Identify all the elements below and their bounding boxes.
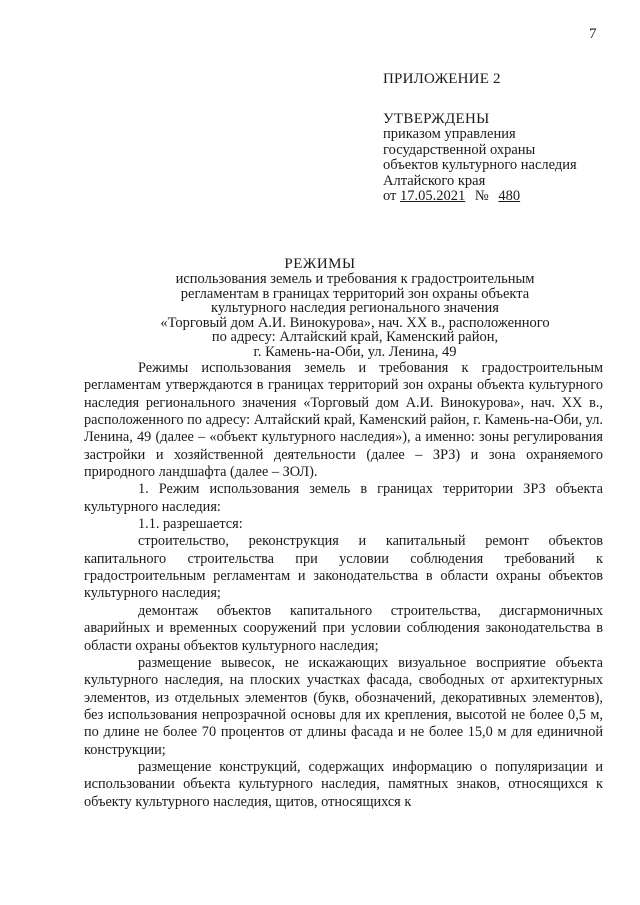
approval-line: государственной охраны xyxy=(383,141,536,158)
subtitle-line: использования земель и требования к градостроительным xyxy=(175,271,535,287)
approval-line: Алтайского края xyxy=(383,172,486,189)
body-paragraph: размещение вывесок, не искажающих визуальное восприятие объекта культурного наследия, на плоских участках фасада, свободных от архитектурных элементов, из отдельных элементов (букв, обозначений, декоративных элементов), без использования непрозрачной основы для их крепления, высотой не более 0,5 м, по длине не более 70 процентов от длины фасада и не более 15,0 м для единичной конструкции; xyxy=(84,654,603,758)
body-paragraph: размещение конструкций, содержащих информацию о популяризации и использовании объекта культурного наследия, памятных знаков, относящихся к объекту культурного наследия, щитов, относящихся к xyxy=(84,758,603,810)
order-date: 17.05.2021 xyxy=(400,188,466,204)
subtitle-line: культурного наследия регионального значения xyxy=(211,300,499,316)
body-paragraph: 1.1. разрешается: xyxy=(138,516,243,533)
order-prefix: от xyxy=(383,188,397,204)
subtitle-line: г. Камень-на-Оби, ул. Ленина, 49 xyxy=(253,343,457,360)
approval-line: объектов культурного наследия xyxy=(383,157,577,173)
body-paragraph: строительство, реконструкция и капитальный ремонт объектов капитального строительства при условии соблюдения требований к градостроительным регламентам и законодательства в области охраны объектов культурного наследия; xyxy=(84,533,603,602)
document-title: РЕЖИМЫ xyxy=(284,256,356,272)
order-line xyxy=(383,189,633,205)
approved-heading: УТВЕРЖДЕНЫ xyxy=(383,110,490,127)
body-paragraph: 1. Режим использования земель в границах территории ЗРЗ объекта культурного наследия: xyxy=(84,481,603,515)
approval-line: приказом управления xyxy=(383,126,516,142)
subtitle-line: регламентам в границах территорий зон охраны объекта xyxy=(180,285,530,302)
approval-block xyxy=(383,72,633,205)
document-body xyxy=(84,360,603,811)
subtitle-line: по адресу: Алтайский край, Каменский район, xyxy=(211,329,499,345)
document-subtitle xyxy=(130,272,580,359)
order-number-sign: № xyxy=(474,188,489,204)
subtitle-line: «Торговый дом А.И. Винокурова», нач. XX в., расположенного xyxy=(160,314,550,331)
appendix-heading: ПРИЛОЖЕНИЕ 2 xyxy=(383,71,501,87)
body-paragraph: Режимы использования земель и требования к градостроительным регламентам утверждаются в границах территорий зон охраны объекта культурного наследия регионального значения «Торговый дом А.И. Винокурова», нач. XX в., расположенного по адресу: Алтайский край, Каменский район, г. Камень-на-Оби, ул. Ленина, 49 (далее – «объект культурного наследия»), а именно: зоны регулирования застройки и хозяйственной деятельности (далее – ЗРЗ) и зона охраняемого природного ландшафта (далее – ЗОЛ). xyxy=(84,360,603,481)
order-number: 480 xyxy=(498,188,521,204)
page-number: 7 xyxy=(589,26,597,42)
body-paragraph: демонтаж объектов капитального строительства, дисгармоничных аварийных и временных сооружений при условии соблюдения законодательства в области охраны объектов культурного наследия; xyxy=(84,602,603,654)
